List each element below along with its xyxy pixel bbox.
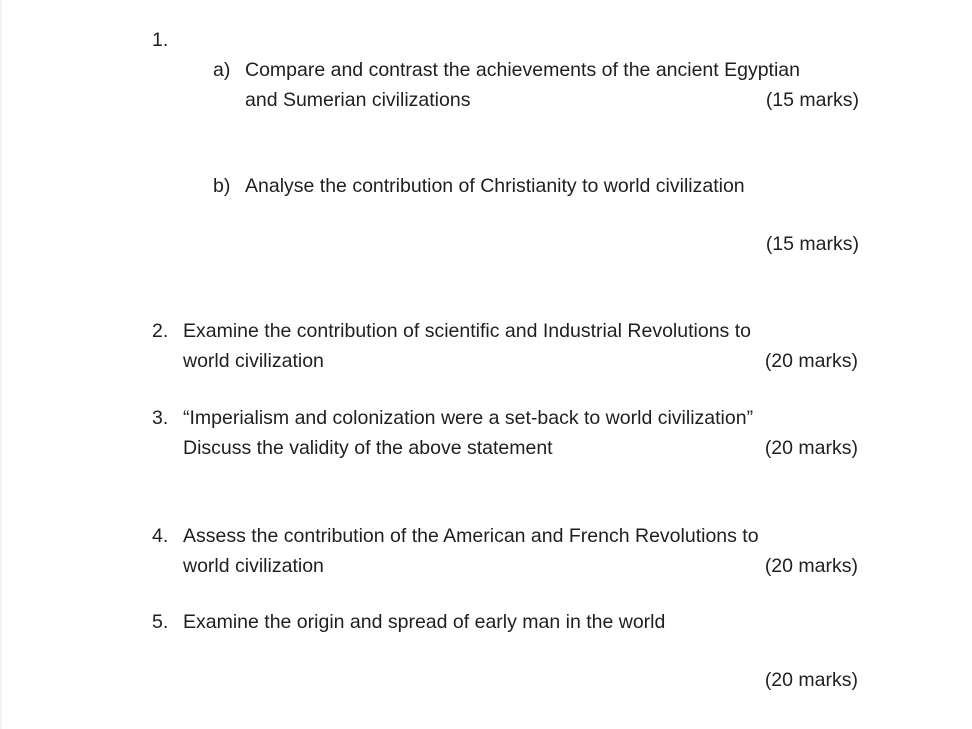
question-4-body [183, 521, 858, 581]
question-3-marks: (20 marks) [764, 437, 858, 459]
question-1a-line2: and Sumerian civilizations [245, 89, 471, 111]
question-4-line1: Assess the contribution of the American and French Revolutions to [183, 525, 759, 547]
question-1a-line1: Compare and contrast the achievements of the ancient Egyptian [245, 59, 800, 81]
question-list [2, 25, 972, 695]
question-4-marks: (20 marks) [764, 555, 858, 577]
question-4 [152, 521, 972, 581]
question-1b-body [245, 171, 859, 259]
question-5-number: 5. [152, 611, 169, 633]
question-1b-line1: Analyse the contribution of Christianity to world civilization [245, 175, 745, 197]
question-1 [152, 25, 972, 55]
question-3-body [183, 403, 858, 463]
question-1b [213, 171, 972, 259]
question-3-line2-row [183, 433, 858, 463]
question-3-line2: Discuss the validity of the above statement [183, 437, 553, 459]
question-4-number: 4. [152, 525, 169, 547]
question-1a-marks: (15 marks) [765, 89, 859, 111]
question-1b-marks: (15 marks) [765, 233, 859, 255]
question-5-line1: Examine the origin and spread of early man in the world [183, 611, 666, 633]
question-3-number: 3. [152, 407, 169, 429]
question-1a [213, 55, 972, 115]
question-3 [152, 403, 972, 463]
question-1a-label: a) [213, 59, 231, 81]
question-2-marks: (20 marks) [764, 350, 858, 372]
question-5-body [183, 607, 858, 695]
question-4-line2-row [183, 551, 858, 581]
question-5-marks: (20 marks) [764, 669, 858, 691]
question-3-line1: “Imperialism and colonization were a set-back to world civilization” [183, 407, 754, 429]
question-2-body [183, 316, 858, 376]
question-1-number: 1. [152, 29, 169, 51]
question-2-line2: world civilization [183, 350, 324, 372]
question-4-line2: world civilization [183, 555, 324, 577]
question-1b-label: b) [213, 175, 231, 197]
question-2-line1: Examine the contribution of scientific and Industrial Revolutions to [183, 320, 751, 342]
question-2-number: 2. [152, 320, 169, 342]
question-5 [152, 607, 972, 695]
question-1a-body [245, 55, 859, 115]
question-2-line2-row [183, 346, 858, 376]
question-1a-line2-row [245, 85, 859, 115]
question-2 [152, 316, 972, 376]
